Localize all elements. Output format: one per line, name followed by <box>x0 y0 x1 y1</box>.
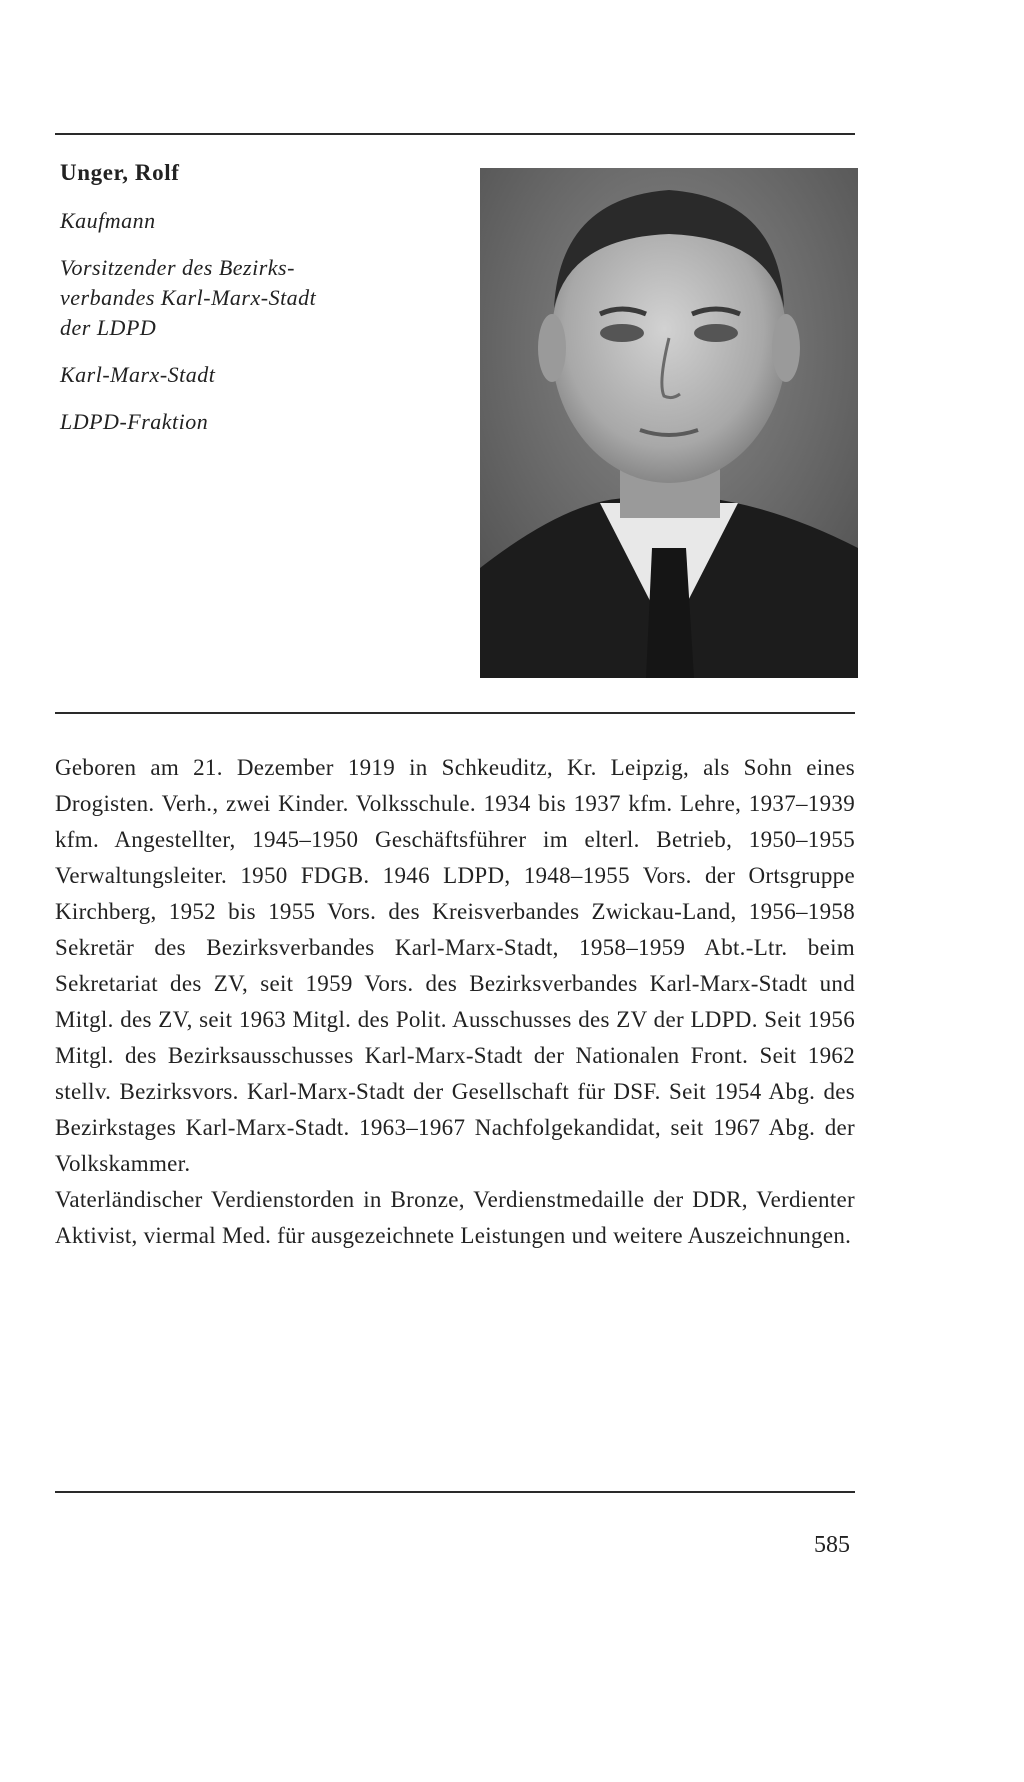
profession: Kaufmann <box>60 208 156 233</box>
position <box>60 253 460 343</box>
portrait-photo <box>480 168 858 678</box>
position-line: der LDPD <box>60 315 157 340</box>
top-divider <box>55 133 855 135</box>
portrait-illustration <box>480 168 858 678</box>
city: Karl-Marx-Stadt <box>60 362 216 387</box>
faction: LDPD-Fraktion <box>60 409 209 434</box>
position-line: verbandes Karl-Marx-Stadt <box>60 285 317 310</box>
person-name: Unger, Rolf <box>60 160 180 185</box>
biography <box>55 750 855 1254</box>
bottom-divider <box>55 1491 855 1493</box>
middle-divider <box>55 712 855 714</box>
biography-career: Geboren am 21. Dezember 1919 in Schkeuditz, Kr. Leipzig, als Sohn eines Drogisten. Verh., zwei Kinder. Volksschule. 1934 bis 1937 kfm. Lehre, 1937–1939 kfm. Angestellter, 1945–1950 Geschäftsführer im elterl. Betrieb, 1950–1955 Verwaltungsleiter. 1950 FDGB. 1946 LDPD, 1948–1955 Vors. der Ortsgruppe Kirchberg, 1952 bis 1955 Vors. des Kreisverbandes Zwickau-Land, 1956–1958 Sekretär des Bezirksverbandes Karl-Marx-Stadt, 1958–1959 Abt.-Ltr. beim Sekretariat des ZV, seit 1959 Vors. des Bezirksverbandes Karl-Marx-Stadt und Mitgl. des ZV, seit 1963 Mitgl. des Polit. Ausschusses des ZV der LDPD. Seit 1956 Mitgl. des Bezirksausschusses Karl-Marx-Stadt der Nationalen Front. Seit 1962 stellv. Bezirksvors. Karl-Marx-Stadt der Gesellschaft für DSF. Seit 1954 Abg. des Bezirkstages Karl-Marx-Stadt. 1963–1967 Nachfolgekandidat, seit 1967 Abg. der Volkskammer. <box>55 755 855 1176</box>
entry-header <box>60 160 460 454</box>
position-line: Vorsitzender des Bezirks- <box>60 255 295 280</box>
page-number: 585 <box>814 1532 850 1558</box>
biography-awards: Vaterländischer Verdienstorden in Bronze, Verdienstmedaille der DDR, Verdienter Aktivist, viermal Med. für ausgezeichnete Leistungen und weitere Auszeichnungen. <box>55 1187 855 1248</box>
